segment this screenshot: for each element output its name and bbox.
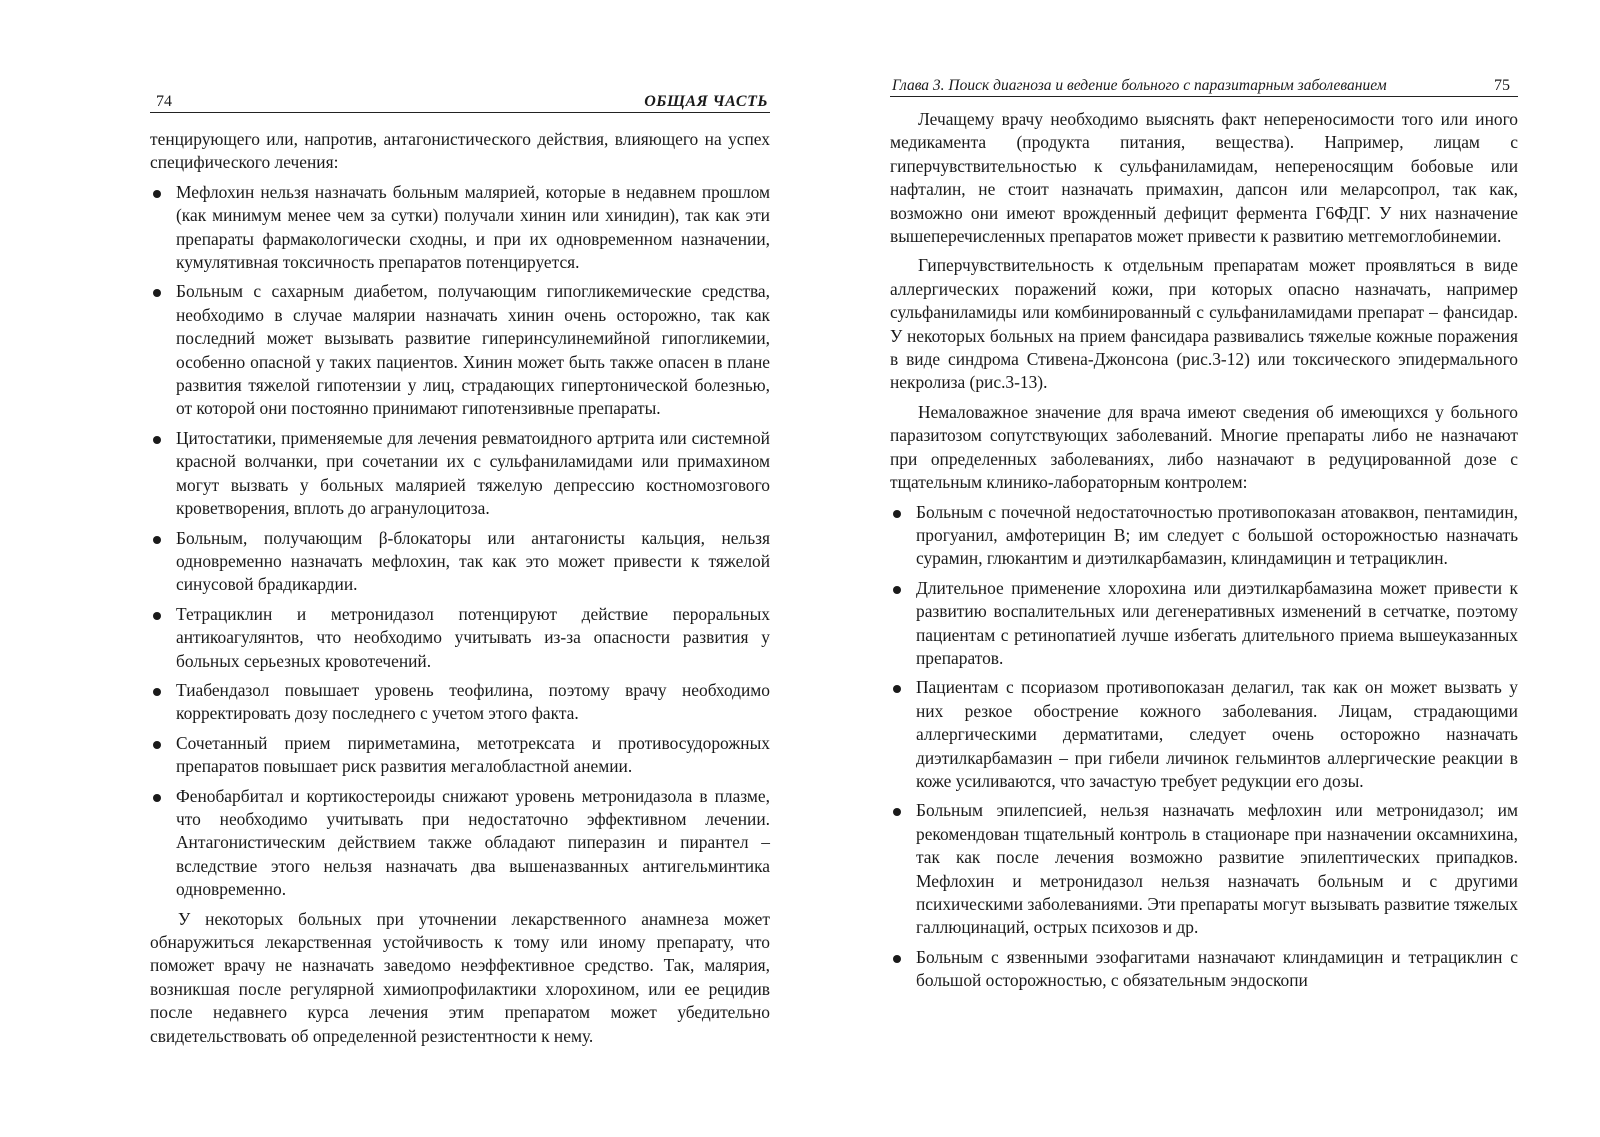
bullet-icon <box>893 510 901 518</box>
bullet-icon <box>153 794 161 802</box>
bullet-icon <box>153 612 161 620</box>
right-page <box>890 0 1518 1137</box>
right-page-header <box>890 76 1518 97</box>
list-item-text: Тетрациклин и метронидазол потенцируют действие пероральных антикоагулянтов, что необходимо учитывать из-за опасности развития у больных серьезных кровотечений. <box>176 603 770 671</box>
paragraph: Гиперчувствительность к отдельным препаратам может проявляться в виде аллергических поражений кожи, при которых опасно назначать, например сульфаниламиды или комбинированный с сульфаниламидами препарат – фансидар. У некоторых больных на прием фансидара развивались тяжелые кожные поражения в виде синдрома Стивена-Джонсона (рис.3-12) или токсического эпидермального некролиза (рис.3-13). <box>890 255 1518 393</box>
list-item-text: Фенобарбитал и кортикостероиды снижают уровень метронидазола в плазме, что необходимо учитывать при недостаточно эффективном лечении. Антагонистическим действием также обладают пиперазин и пирантел – вследствие этого нельзя назначать два вышеназванных антигельминтика одновременно. <box>176 785 770 900</box>
list-item-text: Пациентам с псориазом противопоказан делагил, так как он может вызвать у них резкое обострение кожного заболевания. Лицам, страдающими аллергическими дерматитами, следует очень осторожно назначать диэтилкарбамазин – при гибели личинок гельминтов аллергические реакции в коже усиливаются, что зачастую требует редукции его дозы. <box>916 677 1518 791</box>
list-item <box>890 577 1518 671</box>
list-item <box>150 679 770 726</box>
list-item-text: Длительное применение хлорохина или диэтилкарбамазина может привести к развитию воспалительных или дегенеративных изменений в сетчатке, поэтому пациентам с ретинопатией лучше избегать длительного приема вышеуказанных препаратов. <box>916 577 1518 668</box>
bullet-icon <box>153 741 161 749</box>
list-item <box>150 427 770 521</box>
left-page-body <box>150 128 770 1054</box>
list-item-text: Больным с почечной недостаточностью противопоказан атоваквон, пентамидин, прогуанил, амфотерицин В; им следует с большой осторожностью назначать сурамин, глюкантим и диэтилкарбамазин, клиндамицин и тетрациклин. <box>916 501 1518 569</box>
list-item <box>150 732 770 779</box>
list-item-text: Больным эпилепсией, нельзя назначать мефлохин или метронидазол; им рекомендован тщательный контроль в стационаре при назначении оксамнихина, так как после лечения возможно развитие эпилептических припадков. Мефлохин и метронидазол нельзя назначать больным и с другими психическими заболеваниями. Эти препараты могут вызывать развитие тяжелых галлюцинаций, острых психозов и др. <box>916 800 1518 938</box>
list-item <box>150 181 770 275</box>
bullet-icon <box>153 688 161 696</box>
bullet-icon <box>893 685 901 693</box>
paragraph: Лечащему врачу необходимо выяснять факт непереносимости того или иного медикамента (продукта питания, вещества). Например, лицам с гиперчувствительностью к сульфаниламидам, непереносящим бобовые или нафталин, не стоит назначать примахин, дапсон или меларсопрол, так как, возможно они имеют врожденный дефицит фермента Г6ФДГ. У них назначение вышеперечисленных препаратов может привести к развитию метгемоглобинемии. <box>890 109 1518 247</box>
bullet-icon <box>153 190 161 198</box>
list-item <box>890 946 1518 993</box>
right-page-body <box>890 108 1518 999</box>
list-item <box>890 676 1518 793</box>
bullet-icon <box>153 289 161 297</box>
list-item-text: Больным, получающим β-блокаторы или антагонисты кальция, нельзя одновременно назначать мефлохин, так как это может привести к тяжелой синусовой брадикардии. <box>176 527 770 595</box>
closing-paragraph: У некоторых больных при уточнении лекарственного анамнеза может обнаружиться лекарственная устойчивость к тому или иному препарату, что поможет врачу не назначать заведомо неэффективное средство. Так, малярия, возникшая после регулярной химиопрофилактики хлорохином, или ее рецидив после недавнего курса лечения этим препаратом может убедительно свидетельствовать об определенной резистентности к нему. <box>150 908 770 1046</box>
list-item-text: Сочетанный прием пириметамина, метотрексата и противосудорожных препаратов повышает риск развития мегалобластной анемии. <box>176 732 770 777</box>
list-item-text: Больным с сахарным диабетом, получающим гипогликемические средства, необходимо в случае малярии назначать хинин очень осторожно, так как последний может вызывать развитие гиперинсулинемийной гипогликемии, особенно опасной у таких пациентов. Хинин может быть также опасен в плане развития тяжелой гипотензии у лиц, страдающих гипертонической болезнью, от которой они постоянно принимают гипотензивные препараты. <box>176 281 770 419</box>
bullet-icon <box>153 436 161 444</box>
list-item <box>150 527 770 597</box>
list-item <box>890 799 1518 939</box>
bullet-icon <box>893 955 901 963</box>
list-item <box>150 785 770 902</box>
list-item-text: Больным с язвенными эзофагитами назначают клиндамицин и тетрациклин с большой осторожностью, с обязательным эндоскопи <box>916 946 1518 991</box>
list-item <box>890 501 1518 571</box>
page-number: 75 <box>1494 77 1510 94</box>
list-item <box>150 280 770 420</box>
list-item-text: Цитостатики, применяемые для лечения ревматоидного артрита или системной красной волчанки, при сочетании их с сульфаниламидами или примахином могут вызвать у больных малярией тяжелую депрессию костномозгового кроветворения, вплоть до агранулоцитоза. <box>176 427 770 519</box>
bullet-icon <box>893 808 901 816</box>
paragraph: Немаловажное значение для врача имеют сведения об имеющихся у больного паразитозом сопутствующих заболеваний. Многие препараты либо не назначают при определенных заболеваниях, либо назначают в редуцированной дозе с тщательным клинико-лабораторным контролем: <box>890 401 1518 493</box>
intro-paragraph: тенцирующего или, напротив, антагонистического действия, влияющего на успех специфического лечения: <box>150 129 770 173</box>
left-page <box>150 0 770 1137</box>
bullet-icon <box>893 586 901 594</box>
running-head: Глава 3. Поиск диагноза и ведение больного с паразитарным заболеванием <box>892 77 1387 94</box>
page-number: 74 <box>156 93 172 110</box>
left-page-header <box>150 92 770 113</box>
list-item-text: Тиабендазол повышает уровень теофилина, поэтому врачу необходимо корректировать дозу последнего с учетом этого факта. <box>176 679 770 724</box>
list-item-text: Мефлохин нельзя назначать больным малярией, которые в недавнем прошлом (как минимум менее чем за сутки) получали хинин или хинидин), так как эти препараты фармакологически сходны, и при их одновременном назначении, кумулятивная токсичность препаратов потенцируется. <box>176 181 770 273</box>
bullet-icon <box>153 536 161 544</box>
running-head: ОБЩАЯ ЧАСТЬ <box>644 93 768 110</box>
list-item <box>150 603 770 673</box>
